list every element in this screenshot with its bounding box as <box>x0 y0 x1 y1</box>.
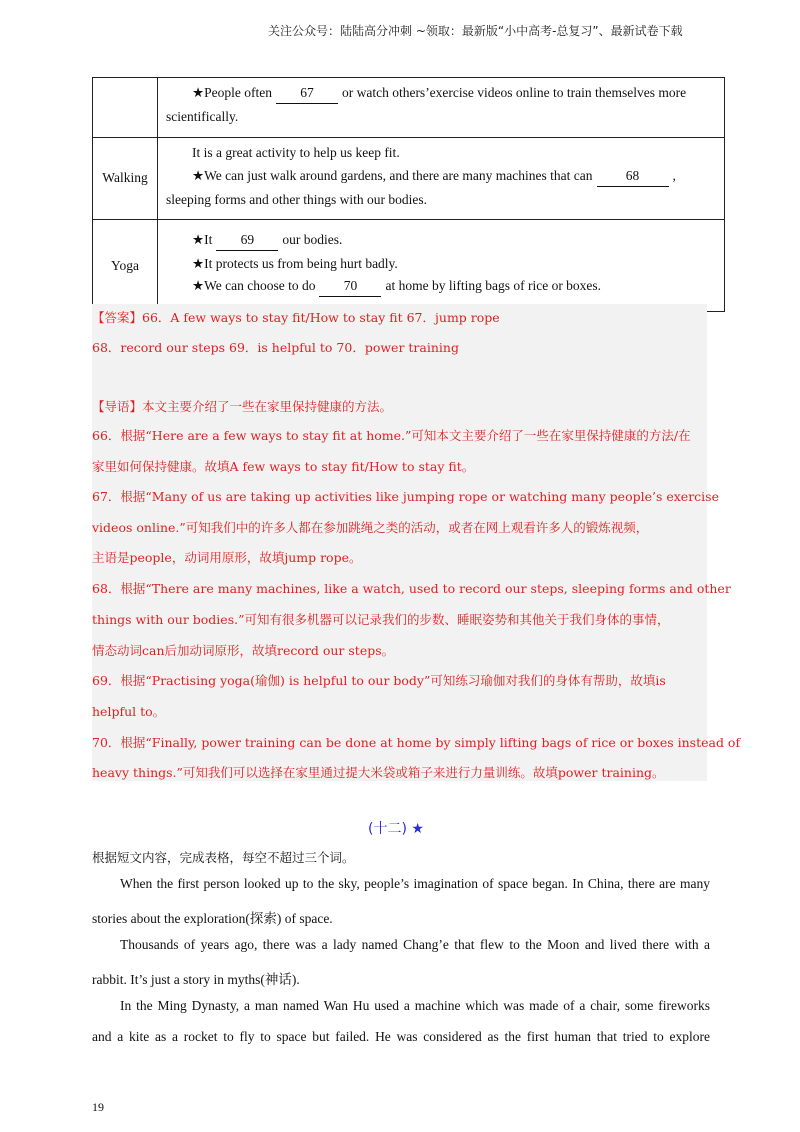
passage-line: Thousands of years ago, there was a lady named Chang’e that flew to the Moon and lived there with a <box>120 937 710 952</box>
explanation-line: 情态动词can后加动词原形，故填record our steps。 <box>92 643 395 658</box>
explanation-line: 家里如何保持健康。故填A few ways to stay fit/How to stay fit。 <box>92 459 475 474</box>
blank-67: 67 <box>276 84 338 104</box>
explanation-line: 68．根据“There are many machines, like a watch, used to record our steps, sleeping forms and other <box>92 581 731 596</box>
blank-69: 69 <box>216 231 278 251</box>
description-cell: ★It 69 our bodies. ★It protects us from being hurt badly. ★We can choose to do 70 at home by lifting bags of rice or boxes. <box>158 220 725 312</box>
table-row-walking <box>93 137 725 220</box>
explanation-line: helpful to。 <box>92 704 166 719</box>
passage-line: In the Ming Dynasty, a man named Wan Hu used a machine which was made of a chair, some fireworks <box>120 998 710 1013</box>
passage-line: When the first person looked up to the sky, people’s imagination of space began. In China, there are many <box>120 876 710 891</box>
explanation-line: videos online.”可知我们中的许多人都在参加跳绳之类的活动，或者在网上观看许多人的锻炼视频， <box>92 520 649 535</box>
passage-line: rabbit. It’s just a story in myths(神话). <box>92 972 300 987</box>
activity-walking: Walking <box>93 137 158 220</box>
blank-70: 70 <box>319 277 381 297</box>
activity-cell-empty <box>93 78 158 138</box>
table-row-yoga <box>93 220 725 312</box>
description-cell: ★People often 67 or watch others’exercise videos online to train themselves more scientifically. <box>158 78 725 138</box>
explanation-line: 69．根据“Practising yoga(瑜伽) is helpful to our body”可知练习瑜伽对我们的身体有帮助，故填is <box>92 673 666 688</box>
description-cell: It is a great activity to help us keep fit. ★We can just walk around gardens, and there are many machines that can 68 , sleeping forms and other things with our bodies. <box>158 137 725 220</box>
section-title: (十二) ★ <box>368 821 424 837</box>
answer-line: 68．record our steps 69．is helpful to 70．power training <box>92 340 459 355</box>
explanation-line: 70．根据“Finally, power training can be done at home by simply lifting bags of rice or boxes instead of <box>92 735 741 750</box>
passage-line: and a kite as a rocket to fly to space but failed. He was considered as the first human that tried to explore <box>92 1029 710 1044</box>
explanation-line: 66．根据“Here are a few ways to stay fit at home.”可知本文主要介绍了一些在家里保持健康的方法/在 <box>92 428 691 443</box>
passage-line: stories about the exploration(探索) of space. <box>92 911 333 926</box>
answer-explanation <box>92 304 741 781</box>
explanation-line: 67．根据“Many of us are taking up activities like jumping rope or watching many people’s exercise <box>92 489 719 504</box>
explanation-line: 主语是people，动词用原形，故填jump rope。 <box>92 550 362 565</box>
page-number: 19 <box>92 1100 104 1114</box>
exercise-table <box>92 77 725 312</box>
instruction: 根据短文内容，完成表格，每空不超过三个词。 <box>92 850 355 865</box>
blank-68: 68 <box>597 167 669 187</box>
activity-yoga: Yoga <box>93 220 158 312</box>
guide-line: 【导语】本文主要介绍了一些在家里保持健康的方法。 <box>92 399 393 414</box>
table-row-top <box>93 78 725 138</box>
answer-line: 【答案】66．A few ways to stay fit/How to stay fit 67．jump rope <box>92 310 500 325</box>
explanation-line: things with our bodies.”可知有很多机器可以记录我们的步数、睡眠姿势和其他关于我们身体的事情， <box>92 612 670 627</box>
explanation-line: heavy things.”可知我们可以选择在家里通过提大米袋或箱子来进行力量训练。故填power training。 <box>92 765 665 780</box>
page-header: 关注公众号：陆陆高分冲刺 ~领取：最新版“小中高考-总复习”、最新试卷下载 <box>268 24 683 38</box>
